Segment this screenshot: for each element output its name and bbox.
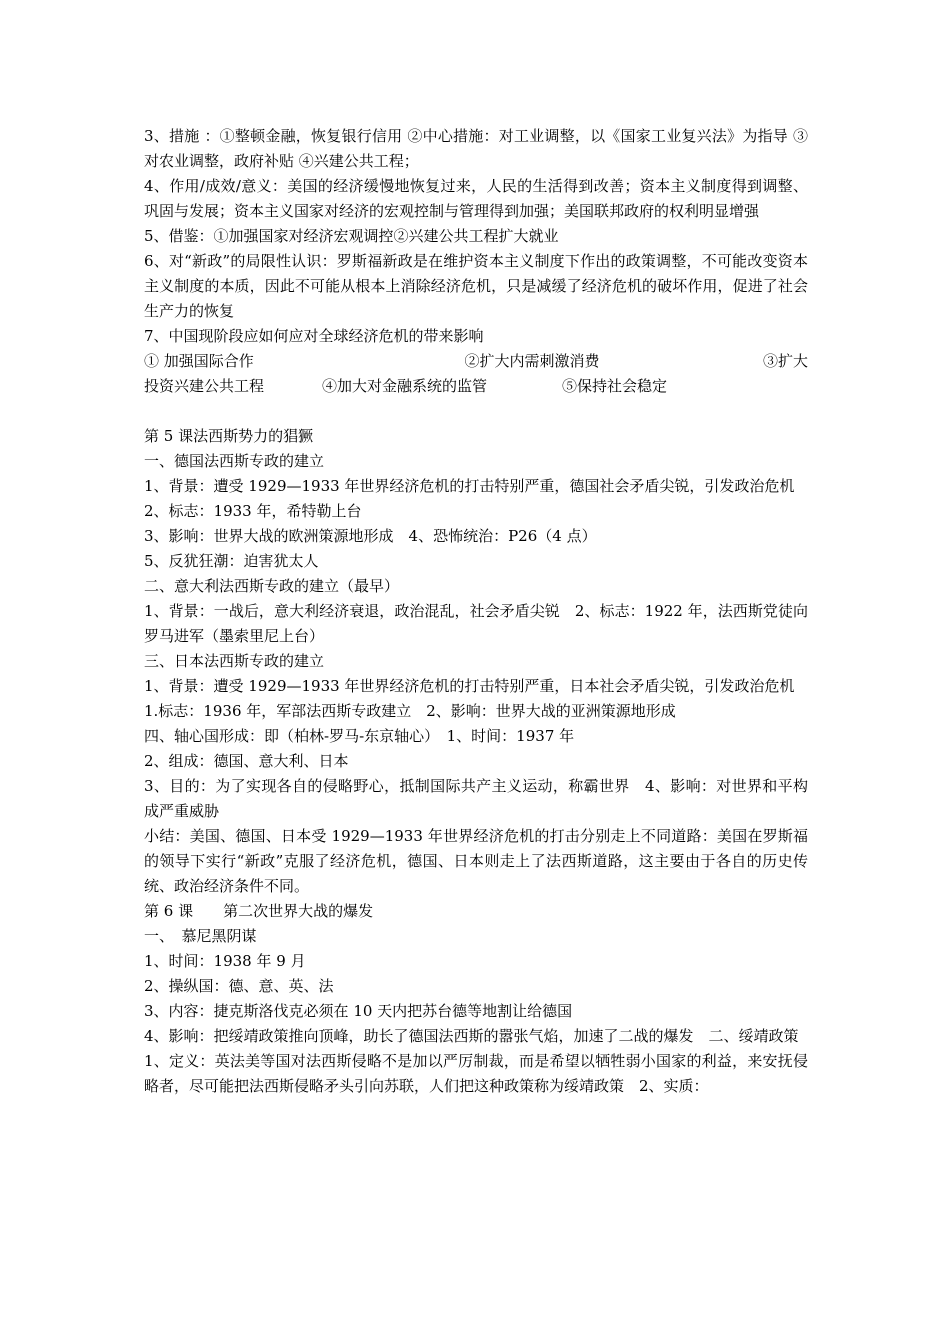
- china-response-heading: 7、中国现阶段应如何应对全球经济危机的带来影响: [144, 327, 484, 345]
- response-item-5: ⑤保持社会稳定: [562, 377, 668, 395]
- china-response-row-2: [144, 374, 808, 399]
- japan-background: 1、背景：遭受 1929—1933 年世界经济危机的打击特别严重，日本社会矛盾尖锐，引发政治危机: [144, 677, 795, 695]
- munich-powers: 2、操纵国：德、意、英、法: [144, 977, 334, 995]
- document-body: [144, 124, 808, 1099]
- axis-members: 2、组成：德国、意大利、日本: [144, 752, 349, 770]
- measures-paragraph: 3、措施 ：①整顿金融，恢复银行信用 ②中心措施：对工业调整，以《国家工业复兴法》为指导 ③对农业调整，政府补贴 ④兴建公共工程；: [144, 127, 808, 170]
- munich-impact: 4、影响：把绥靖政策推向顶峰，助长了德国法西斯的嚣张气焰，加速了二战的爆发 二、绥靖政策: [144, 1027, 799, 1045]
- germany-background: 1、背景：遭受 1929—1933 年世界经济危机的打击特别严重，德国社会矛盾尖锐，引发政治危机: [144, 477, 795, 495]
- munich-content: 3、内容：捷克斯洛伐克必须在 10 天内把苏台德等地割让给德国: [144, 1002, 573, 1020]
- germany-antisemitism: 5、反犹狂潮：迫害犹太人: [144, 552, 319, 570]
- germany-impact: 3、影响：世界大战的欧洲策源地形成 4、恐怖统治：P26（4 点）: [144, 527, 597, 545]
- blank-line: [144, 399, 808, 424]
- section-munich-heading: 一、 慕尼黑阴谋: [144, 927, 257, 945]
- lesson-5-title: 第 5 课法西斯势力的猖獗: [144, 427, 314, 445]
- response-item-4: ④加大对金融系统的监管: [322, 377, 488, 395]
- response-item-3-cont: 投资兴建公共工程: [144, 377, 265, 395]
- munich-time: 1、时间：1938 年 9 月: [144, 952, 306, 970]
- china-response-row-1: [144, 349, 808, 374]
- section-italy-heading: 二、意大利法西斯专政的建立（最早）: [144, 577, 400, 595]
- lessons-paragraph: 5、借鉴：①加强国家对经济宏观调控②兴建公共工程扩大就业: [144, 227, 559, 245]
- response-item-1: ① 加强国际合作: [144, 352, 254, 370]
- response-item-2: ②扩大内需刺激消费: [464, 352, 600, 370]
- axis-purpose: 3、目的：为了实现各自的侵略野心，抵制国际共产主义运动，称霸世界 4、影响：对世界和平构成严重威胁: [144, 777, 808, 820]
- lesson-6-title: 第 6 课 第二次世界大战的爆发: [144, 902, 374, 920]
- section-japan-heading: 三、日本法西斯专政的建立: [144, 652, 325, 670]
- germany-sign: 2、标志：1933 年，希特勒上台: [144, 502, 362, 520]
- effects-paragraph: 4、作用/成效/意义：美国的经济缓慢地恢复过来，人民的生活得到改善；资本主义制度得到调整、巩固与发展；资本主义国家对经济的宏观控制与管理得到加强；美国联邦政府的权利明显增强: [144, 177, 808, 220]
- limitations-paragraph: 6、对“新政”的局限性认识：罗斯福新政是在维护资本主义制度下作出的政策调整，不可能改变资本主义制度的本质，因此不可能从根本上消除经济危机，只是减缓了经济危机的破坏作用，促进了社会生产力的恢复: [144, 252, 808, 320]
- summary-paragraph: 小结：美国、德国、日本受 1929—1933 年世界经济危机的打击分别走上不同道路：美国在罗斯福的领导下实行“新政”克服了经济危机，德国、日本则走上了法西斯道路，这主要由于各自的历史传统、政治经济条件不同。: [144, 827, 808, 895]
- section-axis-heading: 四、轴心国形成：即（柏林-罗马-东京轴心） 1、时间：1937 年: [144, 727, 575, 745]
- section-germany-heading: 一、德国法西斯专政的建立: [144, 452, 325, 470]
- appeasement-definition: 1、定义：英法美等国对法西斯侵略不是加以严厉制裁，而是希望以牺牲弱小国家的利益，来安抚侵略者，尽可能把法西斯侵略矛头引向苏联，人们把这种政策称为绥靖政策 2、实质：: [144, 1052, 808, 1095]
- japan-sign: 1.标志：1936 年，军部法西斯专政建立 2、影响：世界大战的亚洲策源地形成: [144, 702, 676, 720]
- italy-background: 1、背景：一战后，意大利经济衰退，政治混乱，社会矛盾尖锐 2、标志：1922 年，法西斯党徒向罗马进军（墨索里尼上台）: [144, 602, 808, 645]
- response-item-3: ③扩大: [762, 352, 808, 370]
